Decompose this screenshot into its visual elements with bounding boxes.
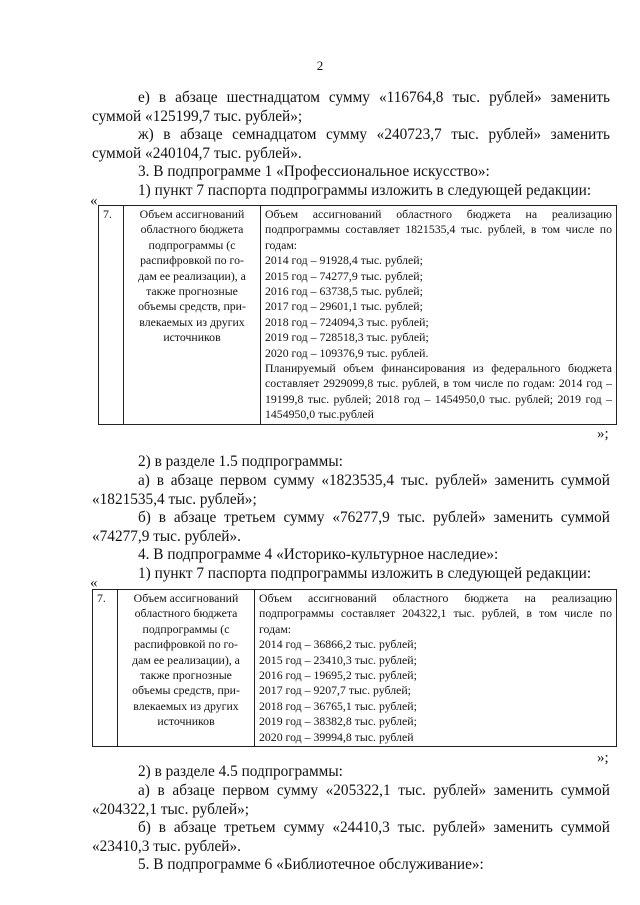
table2-num: 7. <box>93 590 118 747</box>
paragraph-1-5-b: б) в абзаце третьем сумму «76277,9 тыс. рублей» заменить суммой «74277,9 тыс. рублей». <box>92 509 610 545</box>
table1-year: 2014 год – 91928,4 тыс. рублей; <box>265 253 423 268</box>
paragraph-zh: ж) в абзаце семнадцатом сумму «240723,7 тыс. рублей» заменить суммой «240104,7 тыс. рублей». <box>92 126 610 162</box>
table2-year: 2018 год – 36765,1 тыс. рублей; <box>259 698 417 713</box>
paragraph-subprogram-4: 4. В подпрограмме 4 «Историко-культурное наследие»: <box>138 546 499 563</box>
table2-year: 2020 год – 39994,8 тыс. рублей <box>259 729 414 744</box>
passport-table-2 <box>92 589 617 747</box>
paragraph-1-5-a: а) в абзаце первом сумму «1823535,4 тыс. рублей» заменить суммой «1821535,4 тыс. рублей»; <box>92 472 610 508</box>
paragraph-passport-4: 1) пункт 7 паспорта подпрограммы изложить в следующей редакции: <box>138 565 592 582</box>
close-quote-1: »; <box>597 426 609 442</box>
table1-details <box>261 206 617 425</box>
table1-year: 2015 год – 74277,9 тыс. рублей; <box>265 268 423 283</box>
table1-num: 7. <box>99 206 124 425</box>
table1-year: 2019 год – 728518,3 тыс. рублей; <box>265 330 429 345</box>
table2-year: 2019 год – 38382,8 тыс. рублей; <box>259 714 417 729</box>
close-quote-2: »; <box>597 750 609 766</box>
table2-year: 2017 год – 9207,7 тыс. рублей; <box>259 683 411 698</box>
table1-year: 2020 год – 109376,9 тыс. рублей. <box>265 345 429 360</box>
table1-year: 2016 год – 63738,5 тыс. рублей; <box>265 284 423 299</box>
paragraph-subprogram-6: 5. В подпрограмме 6 «Библиотечное обслуживание»: <box>138 856 484 873</box>
page-number: 2 <box>316 58 324 73</box>
paragraph-4-5-a: а) в абзаце первом сумму «205322,1 тыс. рублей» заменить суммой «204322,1 тыс. рублей»; <box>92 782 610 818</box>
passport-table-1 <box>98 205 617 425</box>
table1-year: 2018 год – 724094,3 тыс. рублей; <box>265 314 429 329</box>
table2-year: 2014 год – 36866,2 тыс. рублей; <box>259 637 417 652</box>
paragraph-e: е) в абзаце шестнадцатом сумму «116764,8 тыс. рублей» заменить суммой «125199,7 тыс. рублей»; <box>92 89 610 125</box>
open-quote-2: « <box>90 575 98 591</box>
table2-year: 2015 год – 23410,3 тыс. рублей; <box>259 652 417 667</box>
table2-label: Объем ассигнований областного бюджета подпрограммы (с распифровкой по го- дам ее реализации), а также прогнозные объемы средств, при- влекаемых из других источников <box>118 590 255 747</box>
table1-label: Объем ассигнований областного бюджета подпрограммы (с распифровкой по го- дам ее реализации), а также прогнозные объемы средств, при- влекаемых из других источников <box>124 206 261 425</box>
open-quote-1: « <box>90 193 98 209</box>
table2-year: 2016 год – 19695,2 тыс. рублей; <box>259 668 417 683</box>
table2-details <box>255 590 617 747</box>
paragraph-subprogram-1: 3. В подпрограмме 1 «Профессиональное искусство»: <box>138 163 490 180</box>
table1-year: 2017 год – 29601,1 тыс. рублей; <box>265 299 423 314</box>
paragraph-4-5-b: б) в абзаце третьем сумму «24410,3 тыс. рублей» заменить суммой «23410,3 тыс. рублей». <box>92 819 610 855</box>
table1-intro: Объем ассигнований областного бюджета на реализацию подпрограммы составляет 1821535,4 тыс. рублей, в том числе по годам: <box>265 207 612 252</box>
table1-federal: Планируемый объем финансирования из федерального бюджета составляет 2929099,8 тыс. рублей, в том числе по годам: 2014 год – 19199,8 тыс. рублей; 2018 год – 1454950,0 тыс. рублей; 2019 год – 1454950,0 тыс.рублей <box>265 361 612 422</box>
table2-intro: Объем ассигнований областного бюджета на реализацию подпрограммы составляет 204322,1 тыс. рублей, в том числе по годам: <box>259 591 612 636</box>
paragraph-passport-1: 1) пункт 7 паспорта подпрограммы изложить в следующей редакции: <box>138 182 592 199</box>
paragraph-section-1-5: 2) в разделе 1.5 подпрограммы: <box>138 453 343 470</box>
paragraph-section-4-5: 2) в разделе 4.5 подпрограммы: <box>138 763 343 780</box>
